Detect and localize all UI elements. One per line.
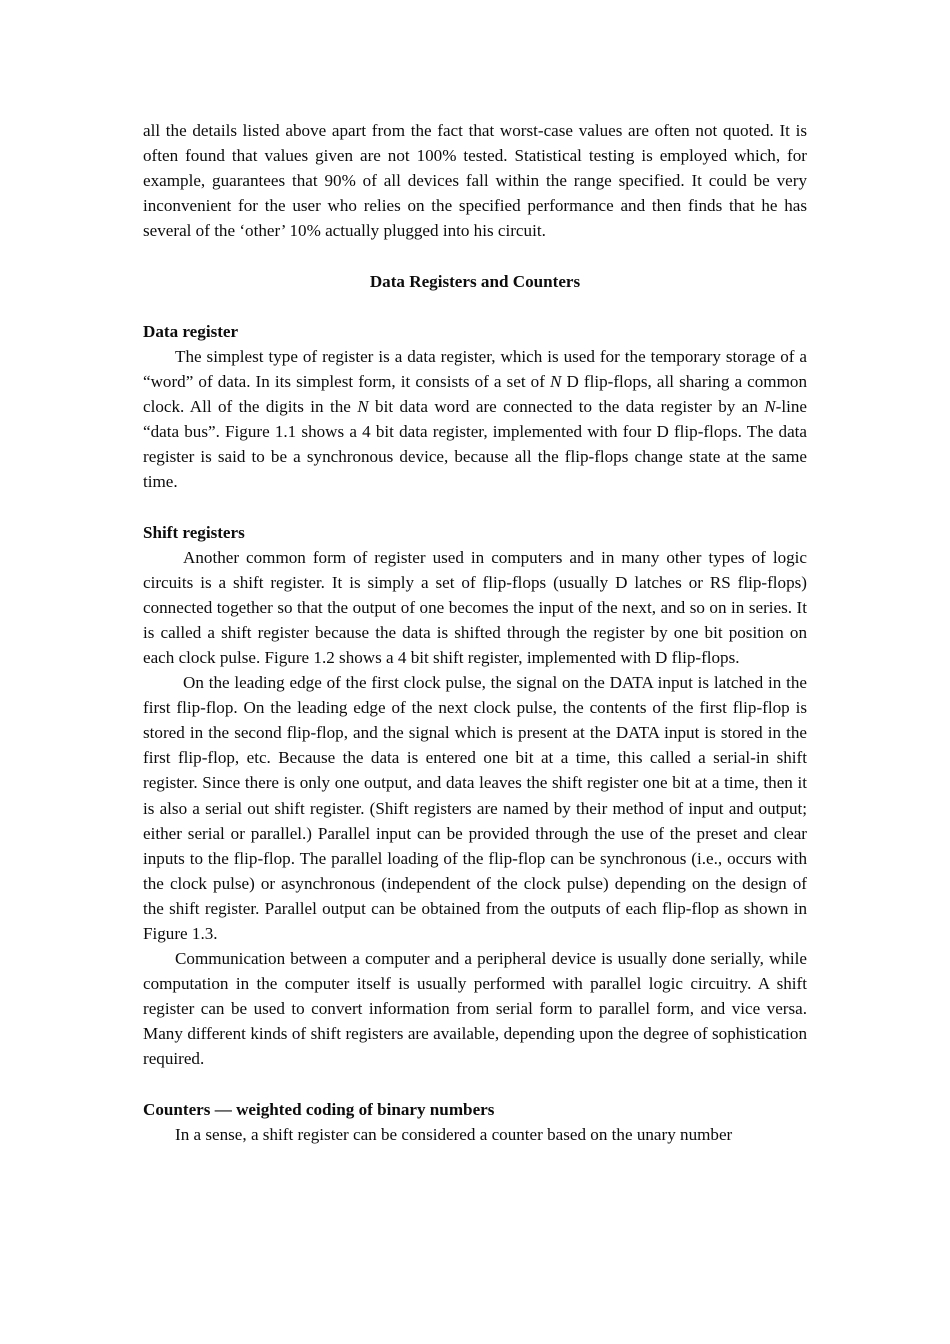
- counters-paragraph-1: In a sense, a shift register can be considered a counter based on the unary number: [175, 1124, 733, 1144]
- intro-paragraph: all the details listed above apart from the fact that worst-case values are often not quoted. It is often found that values given are not 100% tested. Statistical testing is employed which, for example, guarantees that 90% of all devices fall within the range specified. It could be very inconvenient for the user who relies on the specified performance and then finds that he has several of the ‘other’ 10% actually plugged into his circuit.: [143, 121, 807, 241]
- italic-n-3: N: [764, 397, 776, 417]
- data-register-text-d: -line “data bus”. Figure 1.1 shows a 4 bit data register, implemented with four D flip-flops. The data register is said to be a synchronous device, because all the flip-flops change state at the same time.: [143, 397, 807, 492]
- shift-registers-paragraph-1: Another common form of register used in computers and in many other types of logic circuits is a shift register. It is simply a set of flip-flops (usually D latches or RS flip-flops) connected together so that the output of one becomes the input of the next, and so on in series. It is called a shift register because the data is shifted through the register by one bit position on each clock pulse. Figure 1.2 shows a 4 bit shift register, implemented with D flip-flops.: [143, 547, 807, 667]
- page-content-column: [143, 118, 807, 1147]
- italic-n-1: N: [550, 371, 562, 391]
- section-heading: Data Registers and Counters: [369, 271, 581, 291]
- data-register-text-a: The simplest type of register is a data register, which is used for the temporary storage of a “word” of data. In its simplest form, it consists of a set of: [143, 346, 807, 391]
- spacer: [143, 1072, 807, 1097]
- subheading-data-register: Data register: [143, 321, 239, 341]
- subheading-counters: Counters — weighted coding of binary numbers: [143, 1099, 495, 1119]
- spacer: [143, 494, 807, 519]
- subheading-shift-registers: Shift registers: [143, 522, 245, 542]
- data-register-text-b: D flip-flops, all sharing a common clock. All of the digits in the: [143, 371, 807, 417]
- data-register-paragraph: [143, 344, 807, 495]
- shift-registers-paragraph-3: Communication between a computer and a peripheral device is usually done serially, while computation in the computer itself is usually performed with parallel logic circuitry. A shift register can be used to convert information from serial form to parallel form, and vice versa. Many different kinds of shift registers are available, depending upon the degree of sophistication required.: [143, 949, 807, 1069]
- spacer: [143, 243, 807, 268]
- italic-n-2: N: [357, 397, 369, 417]
- data-register-text-c: bit data word are connected to the data register by an: [368, 397, 765, 417]
- spacer: [143, 294, 807, 319]
- shift-registers-paragraph-2: On the leading edge of the first clock pulse, the signal on the DATA input is latched in the first flip-flop. On the leading edge of the next clock pulse, the contents of the first flip-flop is stored in the second flip-flop, and the signal which is present at the DATA input is stored in the first flip-flop, etc. Because the data is entered one bit at a time, this called a serial-in shift register. Since there is only one output, and data leaves the shift register one bit at a time, then it is also a serial out shift register. (Shift registers are named by their method of input and output; either serial or parallel.) Parallel input can be provided through the use of the preset and clear inputs to the flip-flop. The parallel loading of the flip-flop can be synchronous (i.e., occurs with the clock pulse) or asynchronous (independent of the clock pulse) depending on the design of the shift register. Parallel output can be obtained from the outputs of each flip-flop as shown in Figure 1.3.: [143, 673, 807, 943]
